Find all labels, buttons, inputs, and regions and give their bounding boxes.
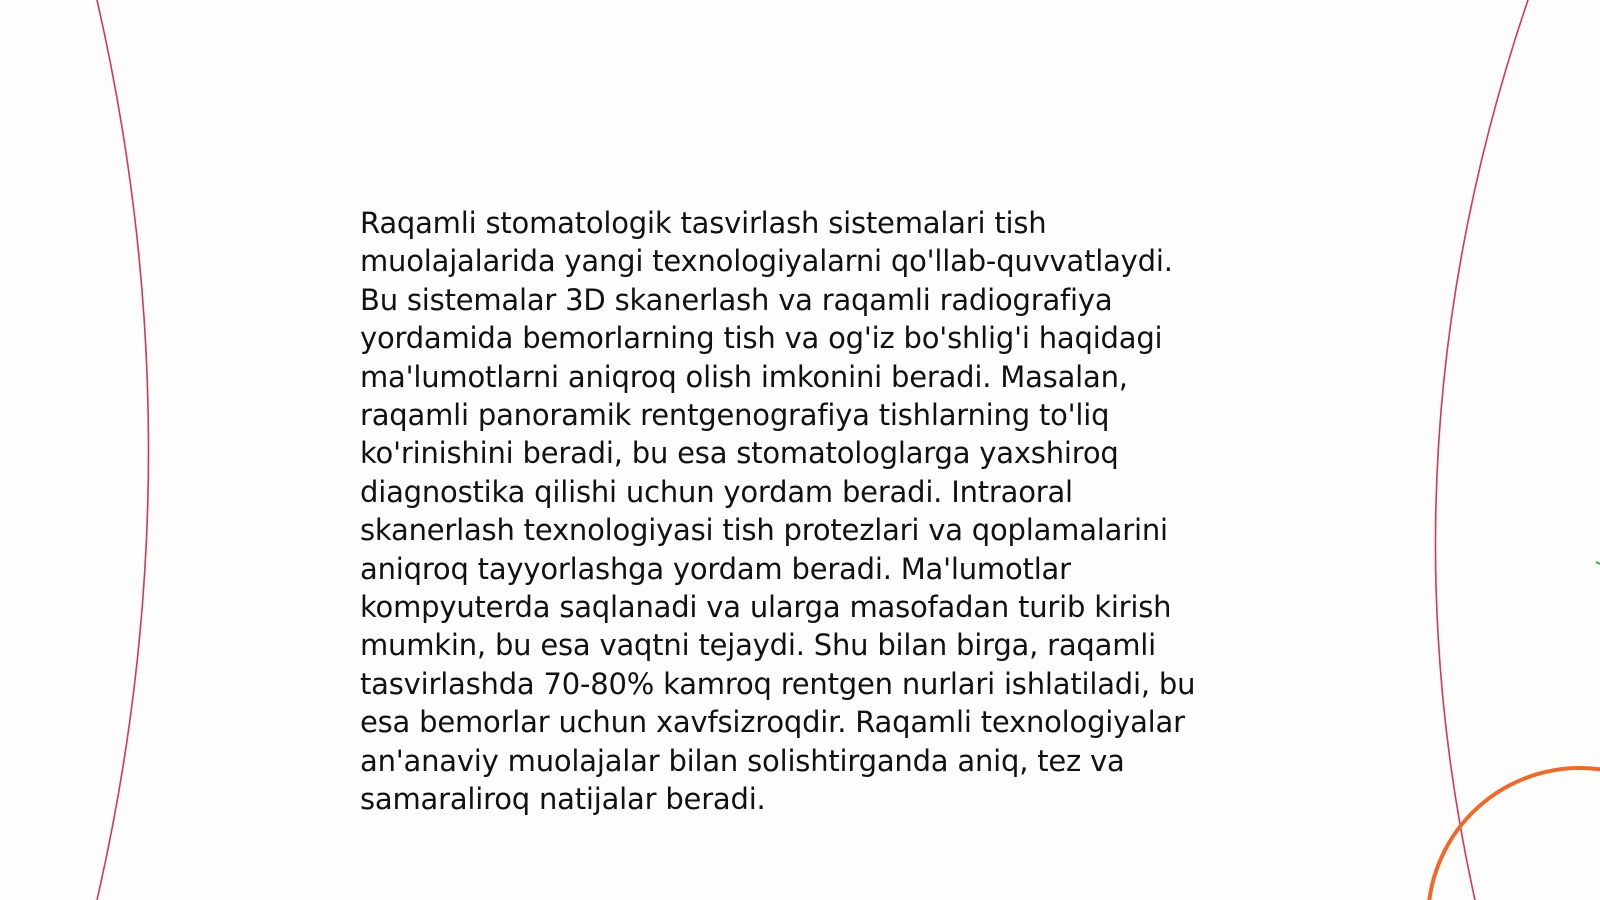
body-paragraph: Raqamli stomatologik tasvirlash sistemalari tish muolajalarida yangi texnologiyalarni qo'llab-quvvatlaydi. Bu sistemalar 3D skanerlash va raqamli radiografiya yordamida bemorlarning tish va og'iz bo'shlig'i haqidagi ma'lumotlarni aniqroq olish imkonini beradi. Masalan, raqamli panoramik rentgenografiya tishlarning to'liq ko'rinishini beradi, bu esa stomatologlarga yaxshiroq diagnostika qilishi uchun yordam beradi. Intraoral skanerlash texnologiyasi tish protezlari va qoplamalarini aniqroq tayyorlashga yordam beradi. Ma'lumotlar kompyuterda saqlanadi va ularga masofadan turib kirish mumkin, bu esa vaqtni tejaydi. Shu bilan birga, raqamli tasvirlashda 70-80% kamroq rentgen nurlari ishlatiladi, bu esa bemorlar uchun xavfsizroqdir. Raqamli texnologiyalar an'anaviy muolajalar bilan solishtirganda aniq, tez va samaraliroq natijalar beradi. <box>360 206 1196 817</box>
green-tick <box>1596 562 1600 564</box>
left-red-arc <box>97 0 149 900</box>
right-red-arc <box>1435 0 1528 900</box>
